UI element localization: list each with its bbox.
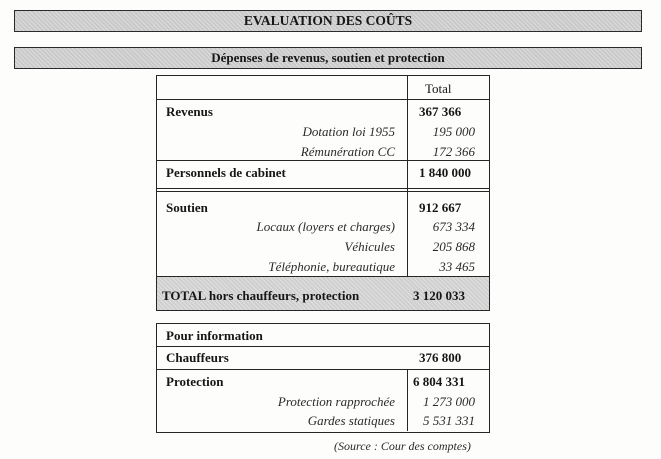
info-header-label: Pour information xyxy=(166,328,263,343)
protection-item-label: Protection rapprochée xyxy=(277,394,395,409)
soutien-item-label: Locaux (loyers et charges) xyxy=(256,219,395,234)
revenus-value: 367 366 xyxy=(419,104,462,119)
revenus-item-label: Dotation loi 1955 xyxy=(302,124,395,139)
column-header-total: Total xyxy=(425,81,452,96)
revenus-item-label: Rémunération CC xyxy=(300,144,395,159)
column-divider xyxy=(407,76,408,276)
soutien-item-value: 33 465 xyxy=(439,259,475,274)
total-label: TOTAL hors chauffeurs, protection xyxy=(162,288,360,303)
row-divider xyxy=(157,369,489,370)
total-value: 3 120 033 xyxy=(413,288,465,303)
column-divider xyxy=(407,369,408,431)
cost-table xyxy=(156,75,490,311)
soutien-item-value: 205 868 xyxy=(432,239,475,254)
row-divider xyxy=(157,188,489,189)
soutien-item-label: Véhicules xyxy=(344,239,395,254)
source-note: (Source : Cour des comptes) xyxy=(334,439,471,453)
protection-value: 6 804 331 xyxy=(413,374,465,389)
row-divider xyxy=(157,276,489,277)
protection-item-value: 1 273 000 xyxy=(423,394,475,409)
revenus-item-value: 195 000 xyxy=(432,124,475,139)
revenus-item-value: 172 366 xyxy=(432,144,475,159)
protection-label: Protection xyxy=(166,374,224,389)
protection-item-label: Gardes statiques xyxy=(307,413,395,428)
soutien-value: 912 667 xyxy=(419,200,462,215)
row-divider xyxy=(157,346,489,347)
header-divider xyxy=(157,99,489,100)
info-table xyxy=(156,323,490,433)
revenus-label: Revenus xyxy=(166,104,213,119)
chauffeurs-label: Chauffeurs xyxy=(166,350,229,365)
row-divider xyxy=(157,191,489,192)
personnels-label: Personnels de cabinet xyxy=(166,165,286,180)
soutien-label: Soutien xyxy=(166,200,208,215)
soutien-item-value: 673 334 xyxy=(432,219,475,234)
personnels-value: 1 840 000 xyxy=(419,165,471,180)
protection-item-value: 5 531 331 xyxy=(423,413,475,428)
soutien-item-label: Téléphonie, bureautique xyxy=(268,259,395,274)
section-title: EVALUATION DES COÛTS xyxy=(14,10,642,32)
chauffeurs-value: 376 800 xyxy=(419,350,462,365)
section-subtitle: Dépenses de revenus, soutien et protection xyxy=(14,47,642,69)
row-divider xyxy=(157,160,489,161)
